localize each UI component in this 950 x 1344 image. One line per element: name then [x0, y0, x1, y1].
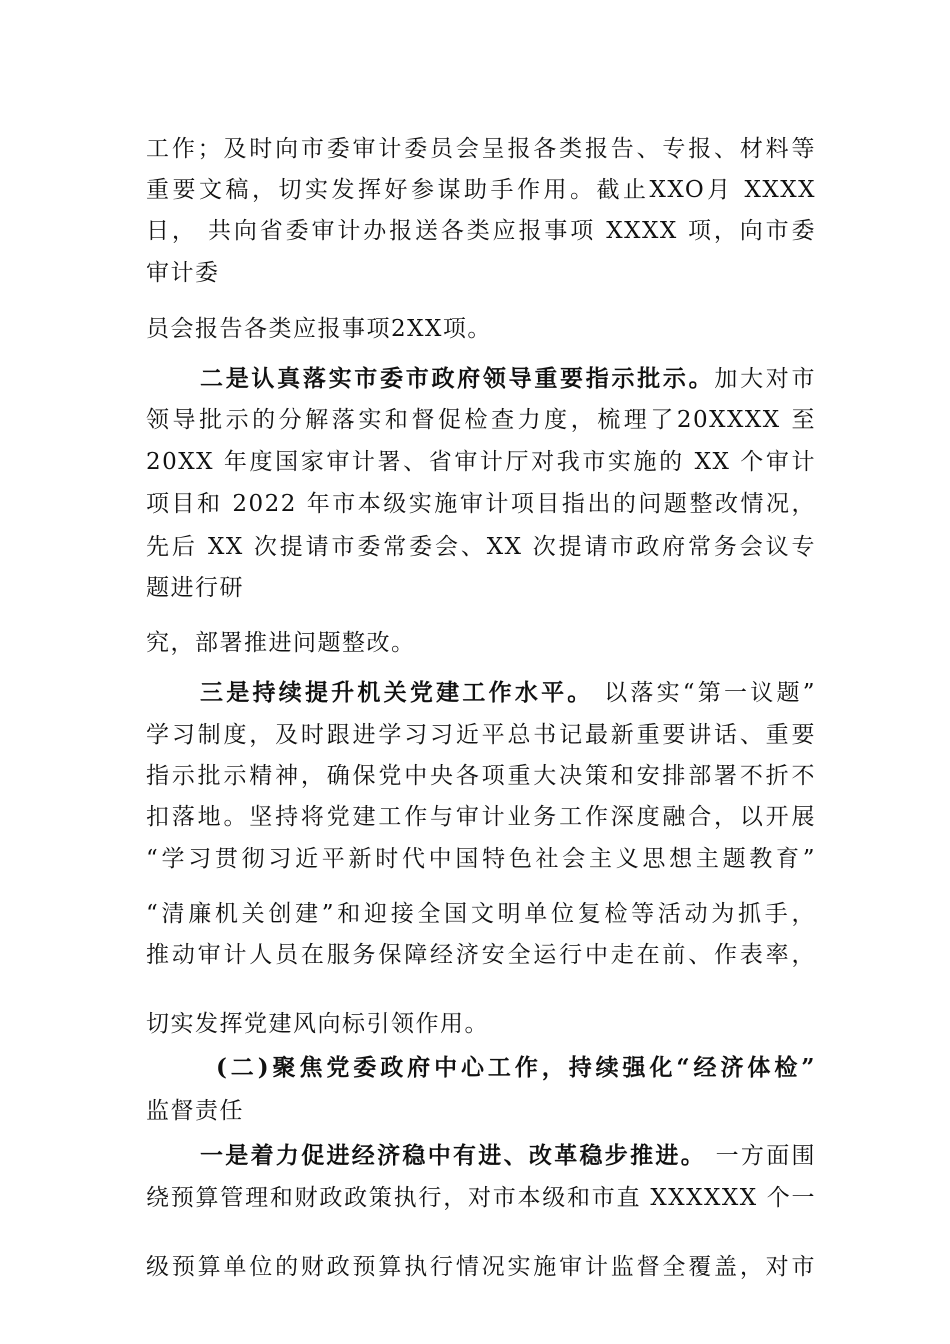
paragraph-heading: 二是认真落实市委市政府领导重要指示批示。 [200, 365, 715, 392]
body-line: 审计委 [146, 260, 220, 286]
body-line: 绕预算管理和财政政策执行，对市本级和市直 XXXXXX 个一 [146, 1185, 816, 1211]
body-line: 20XX 年度国家审计署、省审计厅对我市实施的 XX 个审计 [146, 449, 816, 475]
body-line: 究，部署推进问题整改。 [146, 630, 416, 656]
body-line: “学习贯彻习近平新时代中国特色社会主义思想主题教育” [146, 846, 816, 872]
body-line: 切实发挥党建风向标引领作用。 [146, 1011, 489, 1037]
section-heading-continued: 监督责任 [146, 1098, 244, 1124]
body-line: 领导批示的分解落实和督促检查力度，梳理了20XXXX 至 [146, 407, 816, 433]
body-line: 先后 XX 次提请市委常委会、XX 次提请市政府常务会议专 [146, 534, 816, 560]
body-line: 题进行研 [146, 575, 244, 601]
paragraph-heading-line [146, 678, 816, 708]
body-line: “清廉机关创建”和迎接全国文明单位复检等活动为抓手， [146, 901, 816, 927]
body-text: 以落实“第一议题” [593, 680, 816, 706]
body-text: 一方面围 [706, 1143, 816, 1169]
body-line: 项目和 2022 年市本级实施审计项目指出的问题整改情况， [146, 491, 816, 517]
paragraph-heading-line [146, 1141, 816, 1171]
body-line: 重要文稿，切实发挥好参谋助手作用。截止XXO月 XXXX [146, 177, 816, 203]
paragraph-heading-line [146, 364, 816, 394]
body-line: 级预算单位的财政预算执行情况实施审计监督全覆盖，对市 [146, 1254, 816, 1280]
paragraph-heading: 三是持续提升机关党建工作水平。 [200, 679, 594, 706]
body-line: 员会报告各类应报事项2XX项。 [146, 316, 492, 342]
body-text: 加大对市 [714, 366, 816, 392]
paragraph-heading: 一是着力促进经济稳中有进、改革稳步推进。 [200, 1142, 706, 1169]
body-line: 推动审计人员在服务保障经济安全运行中走在前、作表率， [146, 942, 816, 968]
body-line: 指示批示精神，确保党中央各项重大决策和安排部署不折不 [146, 763, 816, 789]
body-line: 工作；及时向市委审计委员会呈报各类报告、专报、材料等 [146, 136, 816, 162]
body-line: 扣落地。坚持将党建工作与审计业务工作深度融合，以开展 [146, 804, 816, 830]
section-heading: (二)聚焦党委政府中心工作，持续强化“经济体检” [216, 1054, 816, 1081]
body-line: 学习制度，及时跟进学习习近平总书记最新重要讲话、重要 [146, 722, 816, 748]
body-line: 日， 共向省委审计办报送各类应报事项 XXXX 项，向市委 [146, 218, 816, 244]
